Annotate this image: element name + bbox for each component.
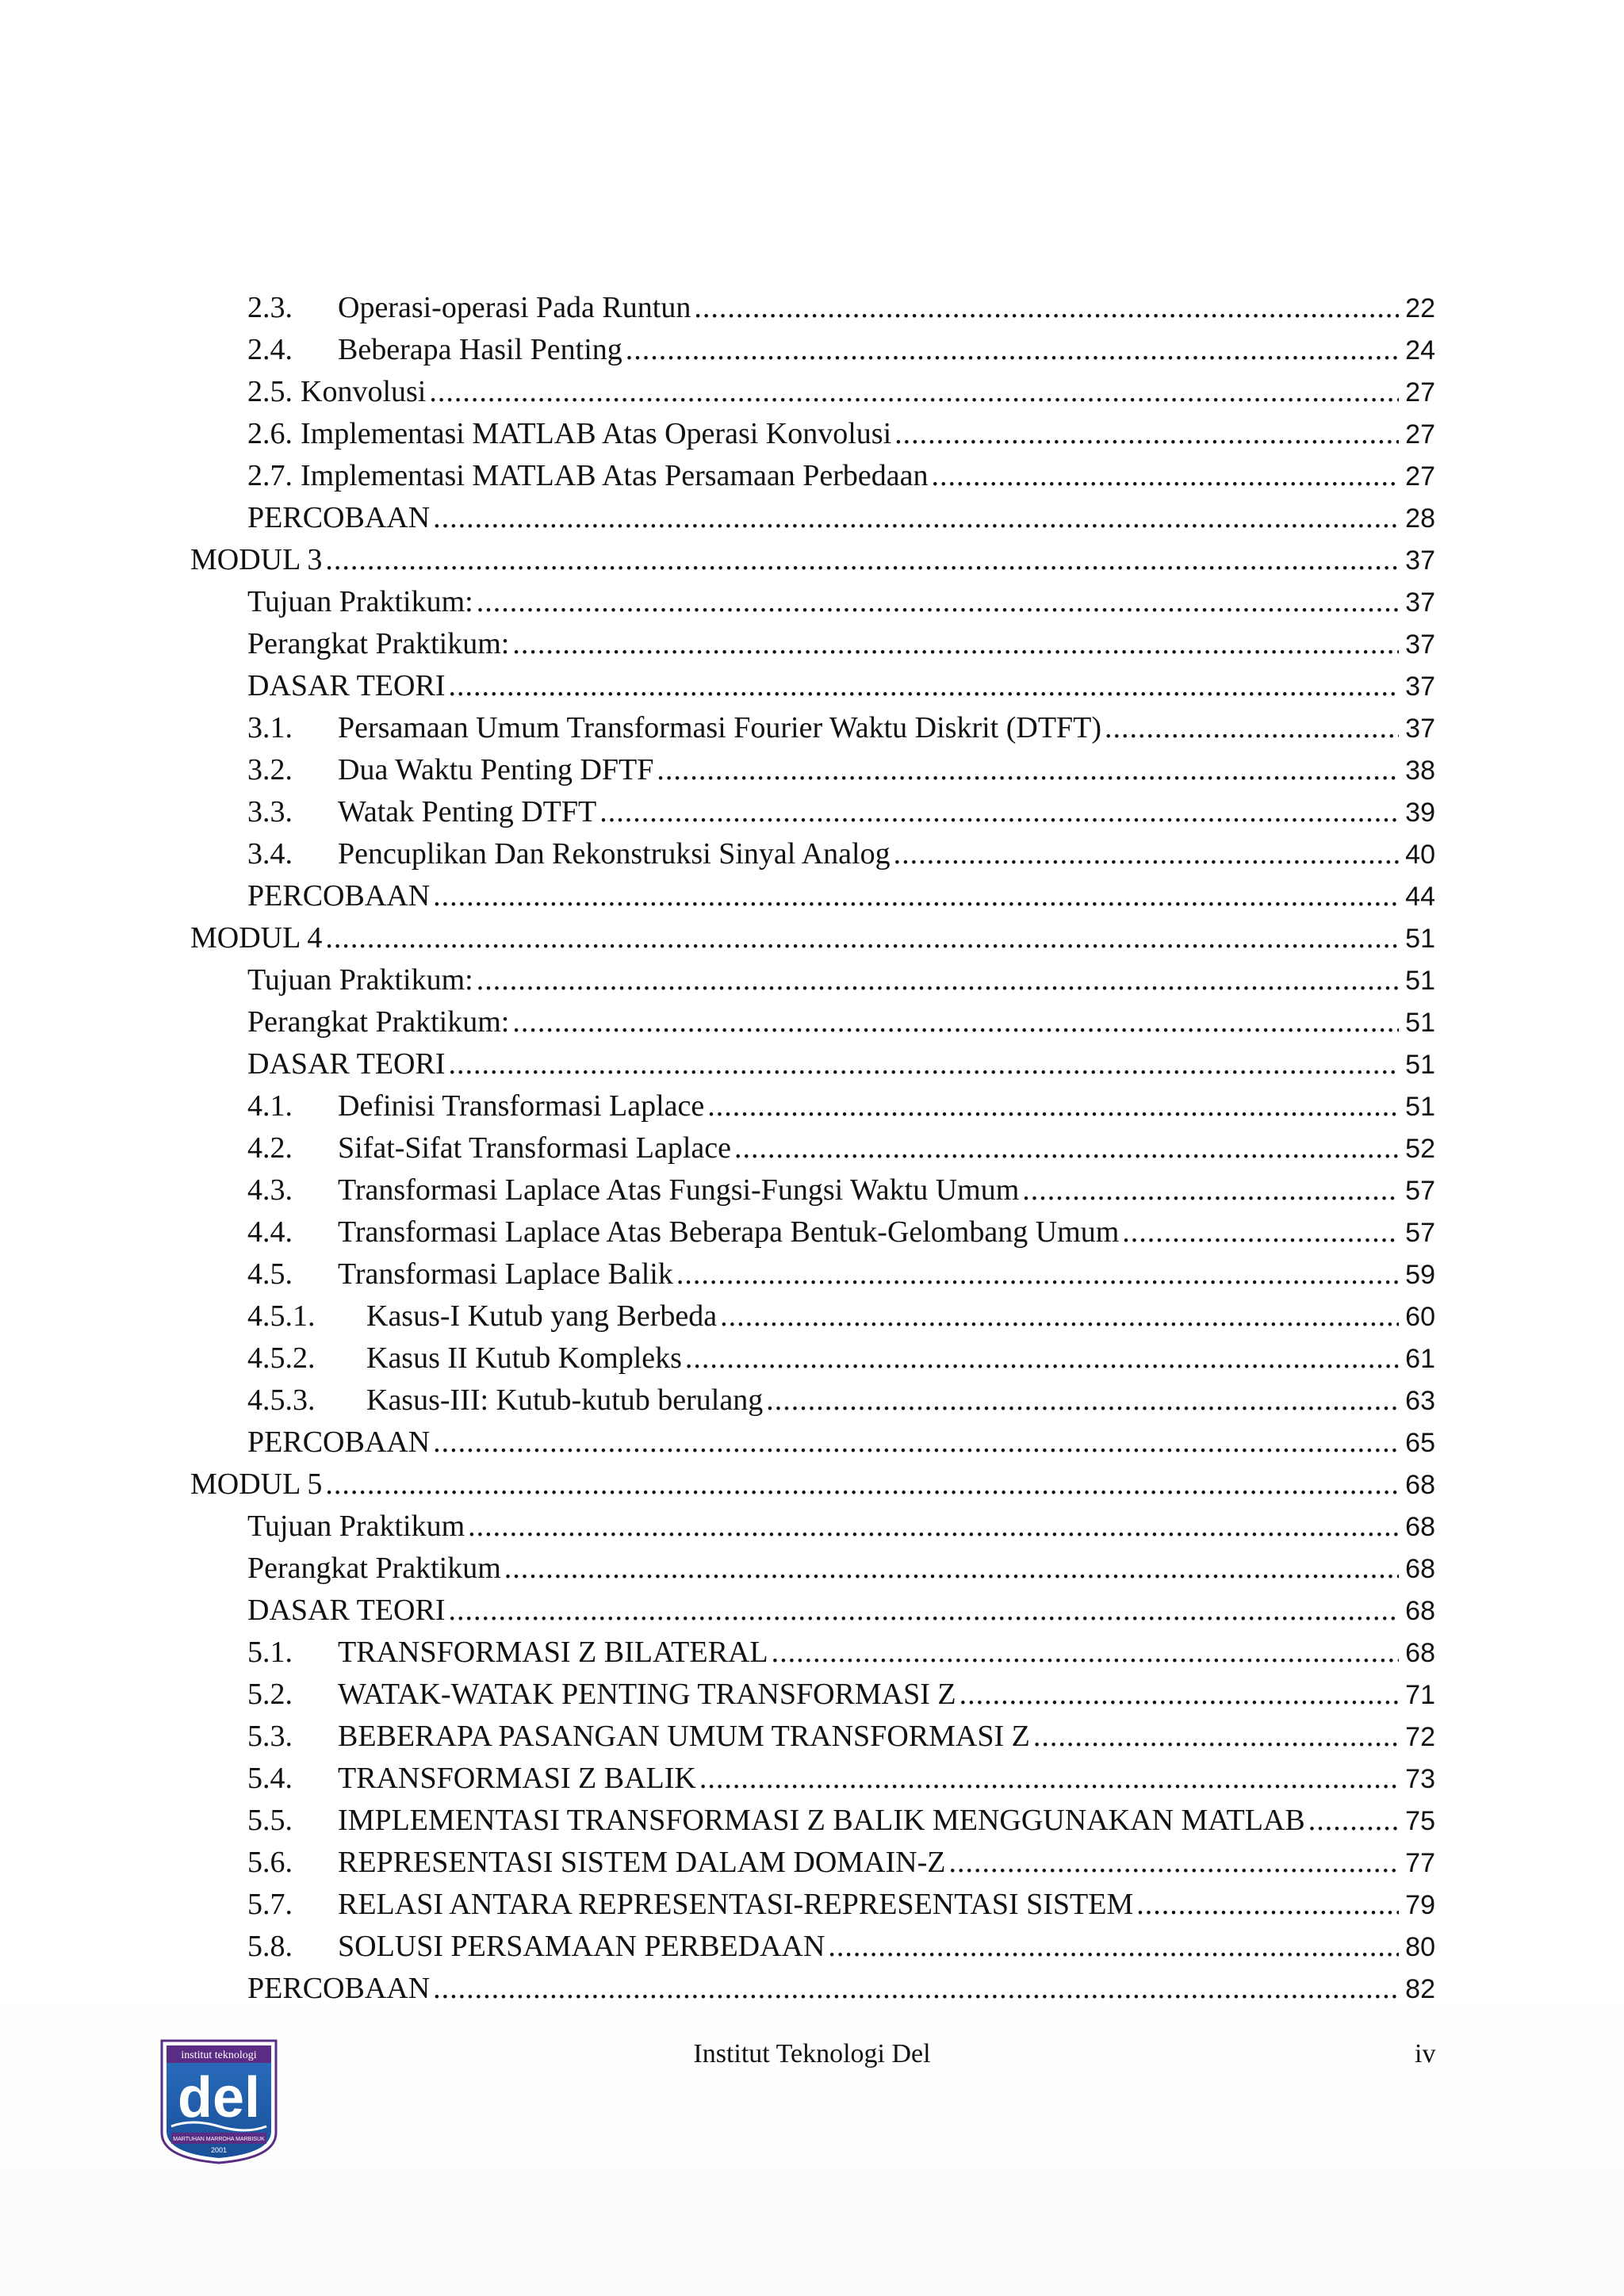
toc-dot-leader: [766, 1380, 1399, 1422]
toc-entry[interactable]: [190, 1043, 1435, 1085]
toc-entry[interactable]: [190, 413, 1435, 455]
toc-entry-title: Tujuan Praktikum:: [247, 585, 473, 618]
toc-entry-title: RELASI ANTARA REPRESENTASI-REPRESENTASI SISTEM: [338, 1888, 1134, 1921]
toc-entry-title: PERCOBAAN: [247, 1425, 431, 1459]
toc-entry[interactable]: [190, 329, 1435, 371]
toc-entry-title: Persamaan Umum Transformasi Fourier Waktu Diskrit (DTFT): [338, 711, 1102, 744]
toc-dot-leader: [325, 539, 1399, 581]
toc-entry-page: 68: [1405, 1638, 1435, 1668]
toc-entry-title: BEBERAPA PASANGAN UMUM TRANSFORMASI Z: [338, 1720, 1030, 1753]
toc-entry-page: 57: [1405, 1176, 1435, 1206]
toc-dot-leader: [512, 623, 1399, 665]
toc-entry-title: MODUL 5: [190, 1468, 323, 1501]
toc-entry-number: 5.4.: [247, 1762, 293, 1795]
toc-entry-page: 75: [1405, 1806, 1435, 1836]
toc-entry-page: 71: [1405, 1680, 1435, 1710]
toc-dot-leader: [948, 1842, 1399, 1884]
toc-entry-title: Implementasi MATLAB Atas Persamaan Perbedaan: [301, 459, 929, 492]
toc-entry-title: Tujuan Praktikum: [247, 1510, 465, 1543]
toc-entry[interactable]: [190, 1758, 1435, 1800]
toc-entry-page: 22: [1405, 293, 1435, 323]
toc-entry-title: Kasus-III: Kutub-kutub berulang: [366, 1383, 764, 1417]
toc-entry[interactable]: [190, 707, 1435, 749]
toc-dot-leader: [676, 1253, 1399, 1295]
logo-main-text: del: [177, 2066, 261, 2130]
toc-entry[interactable]: [190, 1127, 1435, 1169]
toc-dot-leader: [433, 1422, 1399, 1464]
toc-dot-leader: [699, 1758, 1399, 1800]
toc-entry-title: WATAK-WATAK PENTING TRANSFORMASI Z: [338, 1678, 956, 1711]
toc-entry-title: MODUL 3: [190, 543, 323, 576]
toc-entry-title: Perangkat Praktikum:: [247, 1005, 510, 1039]
toc-dot-leader: [325, 917, 1399, 959]
toc-dot-leader: [959, 1674, 1399, 1716]
toc-entry-page: 38: [1405, 756, 1435, 786]
toc-entry-page: 77: [1405, 1848, 1435, 1878]
toc-dot-leader: [468, 1506, 1399, 1548]
toc-entry-number: 4.5.3.: [247, 1383, 316, 1417]
toc-entry-page: 60: [1405, 1302, 1435, 1332]
toc-entry-page: 37: [1405, 672, 1435, 702]
toc-dot-leader: [433, 875, 1399, 917]
toc-dot-leader: [1308, 1800, 1399, 1842]
toc-entry[interactable]: [190, 1590, 1435, 1632]
toc-entry[interactable]: [190, 1884, 1435, 1926]
toc-entry-number: 5.8.: [247, 1930, 293, 1963]
toc-entry[interactable]: [190, 749, 1435, 791]
toc-dot-leader: [504, 1548, 1399, 1590]
toc-entry-title: Dua Waktu Penting DFTF: [338, 753, 654, 786]
toc-entry[interactable]: [190, 1422, 1435, 1464]
toc-entry-title: Sifat-Sifat Transformasi Laplace: [338, 1131, 732, 1165]
toc-entry[interactable]: [190, 1464, 1435, 1506]
toc-dot-leader: [894, 413, 1399, 455]
toc-entry-page: 82: [1405, 1974, 1435, 2004]
institution-logo: [160, 2039, 278, 2164]
toc-entry-title: PERCOBAAN: [247, 501, 431, 534]
toc-dot-leader: [1033, 1716, 1399, 1758]
toc-entry-title: TRANSFORMASI Z BALIK: [338, 1762, 696, 1795]
toc-entry[interactable]: [190, 1001, 1435, 1043]
toc-dot-leader: [477, 959, 1399, 1001]
toc-entry-title: Kasus II Kutub Kompleks: [366, 1341, 682, 1375]
toc-entry-page: 37: [1405, 545, 1435, 576]
toc-dot-leader: [325, 1464, 1399, 1506]
toc-entry-page: 80: [1405, 1932, 1435, 1962]
toc-entry-page: 51: [1405, 1050, 1435, 1080]
toc-entry-page: 51: [1405, 924, 1435, 954]
toc-entry-title: Perangkat Praktikum:: [247, 627, 510, 660]
toc-entry-page: 37: [1405, 587, 1435, 618]
toc-entry-page: 68: [1405, 1512, 1435, 1542]
toc-dot-leader: [449, 1590, 1400, 1632]
toc-entry[interactable]: [190, 1842, 1435, 1884]
toc-entry[interactable]: [190, 1253, 1435, 1295]
toc-entry-page: 52: [1405, 1134, 1435, 1164]
toc-entry[interactable]: [190, 1926, 1435, 1968]
toc-entry-title: Tujuan Praktikum:: [247, 963, 473, 997]
toc-entry[interactable]: [190, 1548, 1435, 1590]
toc-entry[interactable]: [190, 581, 1435, 623]
toc-entry-title: PERCOBAAN: [247, 879, 431, 913]
toc-entry-number: 5.6.: [247, 1846, 293, 1879]
toc-entry[interactable]: [190, 371, 1435, 413]
toc-entry-page: 24: [1405, 335, 1435, 365]
toc-dot-leader: [1105, 707, 1399, 749]
toc-entry-number: 5.3.: [247, 1720, 293, 1753]
toc-dot-leader: [685, 1337, 1399, 1380]
toc-entry-page: 51: [1405, 1092, 1435, 1122]
toc-entry-page: 44: [1405, 882, 1435, 912]
toc-entry[interactable]: [190, 1169, 1435, 1211]
toc-entry-page: 37: [1405, 629, 1435, 660]
toc-dot-leader: [1122, 1211, 1399, 1253]
toc-entry-number: 2.7.: [247, 459, 293, 492]
toc-entry-page: 65: [1405, 1428, 1435, 1458]
toc-entry[interactable]: [190, 1716, 1435, 1758]
toc-entry[interactable]: [190, 497, 1435, 539]
toc-entry-page: 68: [1405, 1470, 1435, 1500]
toc-entry[interactable]: [190, 1800, 1435, 1842]
toc-dot-leader: [449, 1043, 1400, 1085]
toc-entry-title: Perangkat Praktikum: [247, 1552, 501, 1585]
toc-entry[interactable]: [190, 1968, 1435, 2010]
toc-entry-page: 72: [1405, 1722, 1435, 1752]
toc-entry-title: Transformasi Laplace Atas Beberapa Bentuk-Gelombang Umum: [338, 1215, 1120, 1249]
toc-entry-number: 5.1.: [247, 1636, 293, 1669]
toc-entry[interactable]: [190, 1632, 1435, 1674]
toc-dot-leader: [707, 1085, 1399, 1127]
toc-entry-title: Operasi-operasi Pada Runtun: [338, 291, 691, 324]
toc-entry-page: 61: [1405, 1344, 1435, 1374]
toc-entry-page: 37: [1405, 714, 1435, 744]
toc-entry-title: SOLUSI PERSAMAAN PERBEDAAN: [338, 1930, 825, 1963]
toc-entry-page: 79: [1405, 1890, 1435, 1920]
toc-entry[interactable]: [190, 1211, 1435, 1253]
toc-entry-page: 68: [1405, 1554, 1435, 1584]
toc-dot-leader: [1022, 1169, 1399, 1211]
toc-entry-number: 5.2.: [247, 1678, 293, 1711]
toc-entry-page: 51: [1405, 1008, 1435, 1038]
toc-entry[interactable]: [190, 959, 1435, 1001]
logo-year: 2001: [210, 2146, 228, 2154]
toc-entry-number: 4.5.2.: [247, 1341, 316, 1375]
toc-entry-page: 27: [1405, 377, 1435, 408]
table-of-contents: [190, 287, 1435, 2010]
toc-entry-number: 2.5.: [247, 375, 293, 408]
toc-entry[interactable]: [190, 1085, 1435, 1127]
toc-dot-leader: [433, 497, 1399, 539]
toc-dot-leader: [694, 287, 1399, 329]
toc-dot-leader: [828, 1926, 1399, 1968]
toc-entry-number: 5.7.: [247, 1888, 293, 1921]
toc-entry[interactable]: [190, 665, 1435, 707]
toc-entry[interactable]: [190, 287, 1435, 329]
toc-entry-page: 39: [1405, 798, 1435, 828]
toc-dot-leader: [931, 455, 1399, 497]
toc-dot-leader: [433, 1968, 1399, 2010]
toc-entry-title: Pencuplikan Dan Rekonstruksi Sinyal Analog: [338, 837, 891, 871]
toc-dot-leader: [894, 833, 1399, 875]
toc-entry-page: 63: [1405, 1386, 1435, 1416]
toc-entry-number: 2.3.: [247, 291, 293, 324]
toc-entry[interactable]: [190, 791, 1435, 833]
toc-entry[interactable]: [190, 539, 1435, 581]
toc-entry-page: 27: [1405, 419, 1435, 450]
toc-dot-leader: [720, 1295, 1399, 1337]
toc-entry[interactable]: [190, 917, 1435, 959]
toc-entry-number: 4.5.1.: [247, 1299, 316, 1333]
toc-entry-number: 2.6.: [247, 417, 293, 450]
toc-entry-number: 4.5.: [247, 1257, 293, 1291]
toc-entry-title: Transformasi Laplace Balik: [338, 1257, 673, 1291]
toc-entry[interactable]: [190, 1337, 1435, 1380]
toc-entry-title: MODUL 4: [190, 921, 323, 955]
toc-entry[interactable]: [190, 833, 1435, 875]
toc-entry[interactable]: [190, 1295, 1435, 1337]
toc-dot-leader: [429, 371, 1399, 413]
toc-entry[interactable]: [190, 623, 1435, 665]
footer-institution: Institut Teknologi Del: [693, 2039, 931, 2068]
toc-dot-leader: [657, 749, 1399, 791]
toc-dot-leader: [599, 791, 1399, 833]
toc-entry-number: 3.2.: [247, 753, 293, 786]
toc-dot-leader: [626, 329, 1399, 371]
toc-entry[interactable]: [190, 1674, 1435, 1716]
toc-entry-number: 4.4.: [247, 1215, 293, 1249]
toc-entry-page: 73: [1405, 1764, 1435, 1794]
toc-entry-title: REPRESENTASI SISTEM DALAM DOMAIN-Z: [338, 1846, 946, 1879]
toc-entry-title: TRANSFORMASI Z BILATERAL: [338, 1636, 768, 1669]
toc-entry-title: Watak Penting DTFT: [338, 795, 597, 828]
toc-entry-title: Beberapa Hasil Penting: [338, 333, 622, 366]
toc-entry[interactable]: [190, 455, 1435, 497]
toc-entry-title: DASAR TEORI: [247, 1047, 446, 1081]
toc-entry[interactable]: [190, 1506, 1435, 1548]
toc-entry-number: 4.3.: [247, 1173, 293, 1207]
toc-entry-number: 3.1.: [247, 711, 293, 744]
toc-entry-title: DASAR TEORI: [247, 669, 446, 702]
toc-entry-title: DASAR TEORI: [247, 1594, 446, 1627]
toc-entry-title: IMPLEMENTASI TRANSFORMASI Z BALIK MENGGUNAKAN MATLAB: [338, 1804, 1305, 1837]
toc-dot-leader: [477, 581, 1399, 623]
toc-entry-number: 3.3.: [247, 795, 293, 828]
toc-entry[interactable]: [190, 1380, 1435, 1422]
toc-dot-leader: [772, 1632, 1399, 1674]
toc-entry-page: 40: [1405, 840, 1435, 870]
toc-entry-page: 68: [1405, 1596, 1435, 1626]
toc-entry-page: 57: [1405, 1218, 1435, 1248]
toc-entry-title: Transformasi Laplace Atas Fungsi-Fungsi Waktu Umum: [338, 1173, 1020, 1207]
toc-dot-leader: [1136, 1884, 1399, 1926]
toc-entry-title: PERCOBAAN: [247, 1972, 431, 2005]
toc-entry-title: Kasus-I Kutub yang Berbeda: [366, 1299, 718, 1333]
toc-entry-title: Implementasi MATLAB Atas Operasi Konvolusi: [301, 417, 892, 450]
toc-entry-number: 4.2.: [247, 1131, 293, 1165]
toc-entry-number: 2.4.: [247, 333, 293, 366]
toc-entry-page: 51: [1405, 966, 1435, 996]
toc-entry-number: 5.5.: [247, 1804, 293, 1837]
toc-dot-leader: [512, 1001, 1399, 1043]
toc-entry-page: 27: [1405, 461, 1435, 492]
toc-entry[interactable]: [190, 875, 1435, 917]
toc-entry-page: 59: [1405, 1260, 1435, 1290]
footer-page-number: iv: [1415, 2039, 1436, 2068]
toc-dot-leader: [734, 1127, 1399, 1169]
toc-entry-title: Definisi Transformasi Laplace: [338, 1089, 705, 1123]
toc-entry-title: Konvolusi: [301, 375, 427, 408]
logo-motto: MARTUHAN MARROHA MARBISUK: [173, 2137, 265, 2142]
toc-dot-leader: [449, 665, 1400, 707]
toc-entry-page: 28: [1405, 503, 1435, 534]
logo-top-text: institut teknologi: [181, 2049, 257, 2061]
toc-entry-number: 3.4.: [247, 837, 293, 871]
toc-entry-number: 4.1.: [247, 1089, 293, 1123]
